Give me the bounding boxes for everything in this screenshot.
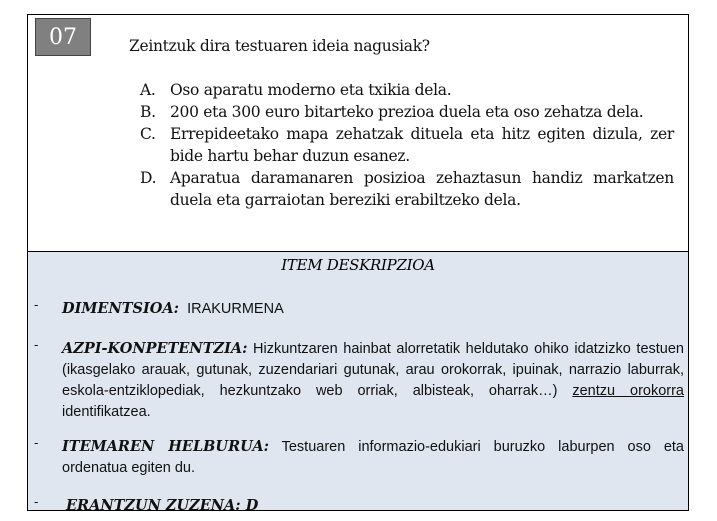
option-letter: A.	[140, 81, 156, 99]
dimension-row	[34, 298, 684, 320]
question-text: Zeintzuk dira testuaren ideia nagusiak?	[129, 37, 430, 55]
answer-row	[34, 495, 684, 517]
bullet-dash: -	[34, 338, 39, 353]
subcompetence-label: AZPI-KONPETENTZIA:	[62, 340, 248, 357]
bullet-dash: -	[34, 298, 39, 313]
item-card	[27, 14, 689, 514]
option-letter: B.	[140, 103, 156, 121]
goal-label: ITEMAREN HELBURUA:	[62, 438, 269, 455]
option-text: 200 eta 300 euro bitarteko prezioa duela eta oso zehatza dela.	[170, 103, 644, 121]
option-text: Errepideetako mapa zehatzak dituela eta hitz egiten dizula, zer bide hartu behar duzun esanez.	[170, 125, 674, 165]
option-b	[140, 101, 674, 123]
option-text: Oso aparatu moderno eta txikia dela.	[170, 81, 452, 99]
dimension-label: DIMENTSIOA:	[62, 300, 179, 317]
option-text: Aparatua daramanaren posizioa zehaztasun handiz markatzen duela eta garraiotan bereziki erabiltzeko dela.	[170, 169, 674, 209]
option-a	[140, 79, 674, 101]
option-letter: C.	[140, 125, 156, 143]
goal-row	[34, 436, 684, 479]
dimension-value: IRAKURMENA	[187, 301, 284, 317]
option-d	[140, 167, 674, 211]
subcompetence-end: identifikatzea.	[62, 404, 151, 420]
correct-answer: ERANTZUN ZUZENA: D	[66, 497, 259, 514]
bullet-dash: -	[34, 495, 39, 510]
option-letter: D.	[140, 169, 157, 187]
subcompetence-row	[34, 338, 684, 423]
subcompetence-text: Hizkuntzaren hainbat alorretatik heldutako ohiko idatzizko testuen (ikasgelako arauak, gutunak, zuzendariari gutunak, arau orokorrak, ipuinak, narrazio laburrak, eskola-entziklopediak, hezkuntzako web orriak, albisteak, oharrak…)	[62, 341, 684, 399]
option-c	[140, 123, 674, 167]
answer-options	[140, 79, 674, 211]
description-title: ITEM DESKRIPZIOA	[281, 256, 435, 274]
bullet-dash: -	[34, 436, 39, 451]
item-description	[28, 252, 688, 514]
subcompetence-underlined: zentzu orokorra	[572, 383, 684, 399]
goal-text: Testuaren informazio-edukiari buruzko laburpen oso eta ordenatua egiten du.	[62, 439, 684, 476]
item-number-badge: 07	[35, 18, 91, 56]
question-section	[28, 15, 688, 252]
